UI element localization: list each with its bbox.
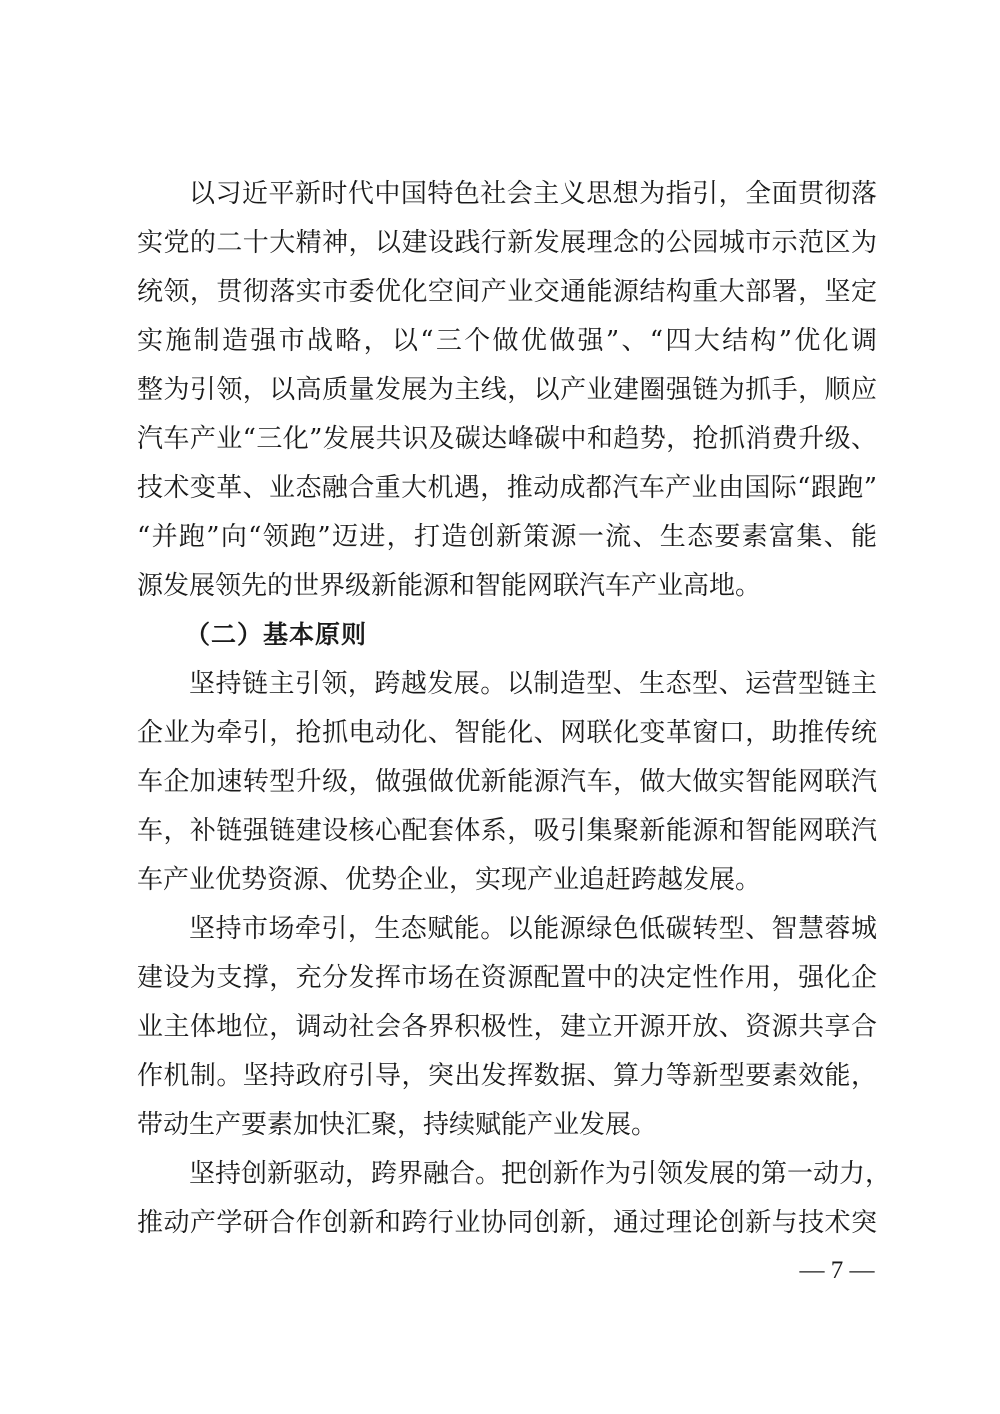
paragraph-line: 整为引领，以高质量发展为主线，以产业建圈强链为抓手，顺应 xyxy=(137,375,877,405)
paragraph-line: 带动生产要素加快汇聚，持续赋能产业发展。 xyxy=(137,1110,658,1140)
paragraph-line: 企业为牵引，抢抓电动化、智能化、网联化变革窗口，助推传统 xyxy=(137,718,877,748)
paragraph-line: 坚持创新驱动，跨界融合。把创新作为引领发展的第一动力， xyxy=(189,1159,892,1189)
page-number: — 7 — xyxy=(799,1257,875,1284)
paragraph-line: 推动产学研合作创新和跨行业协同创新，通过理论创新与技术突 xyxy=(137,1208,877,1238)
paragraph-line: 汽车产业“三化”发展共识及碳达峰碳中和趋势，抢抓消费升级、 xyxy=(137,424,877,454)
paragraph-line: 坚持市场牵引，生态赋能。以能源绿色低碳转型、智慧蓉城 xyxy=(189,914,877,944)
paragraph-line: 源发展领先的世界级新能源和智能网联汽车产业高地。 xyxy=(137,571,762,601)
paragraph-line: 统领，贯彻落实市委优化空间产业交通能源结构重大部署，坚定 xyxy=(137,277,877,307)
paragraph-line: 车企加速转型升级，做强做优新能源汽车，做大做实智能网联汽 xyxy=(137,767,877,797)
section-heading: （二）基本原则 xyxy=(185,620,368,649)
paragraph-line: 建设为支撑，充分发挥市场在资源配置中的决定性作用，强化企 xyxy=(137,963,877,993)
paragraph-line: 坚持链主引领，跨越发展。以制造型、生态型、运营型链主 xyxy=(189,669,877,699)
paragraph-line: 业主体地位，调动社会各界积极性，建立开源开放、资源共享合 xyxy=(137,1012,877,1042)
paragraph-line: 车产业优势资源、优势企业，实现产业追赶跨越发展。 xyxy=(137,865,762,895)
paragraph-line: 车，补链强链建设核心配套体系，吸引集聚新能源和智能网联汽 xyxy=(137,816,877,846)
paragraph-line: “并跑”向“领跑”迈进，打造创新策源一流、生态要素富集、能 xyxy=(137,522,877,552)
paragraph-line: 以习近平新时代中国特色社会主义思想为指引，全面贯彻落 xyxy=(189,179,877,209)
paragraph-line: 实党的二十大精神，以建设践行新发展理念的公园城市示范区为 xyxy=(137,228,877,258)
paragraph-line: 实施制造强市战略，以“三个做优做强”、“四大结构”优化调 xyxy=(137,326,877,356)
paragraph-line: 技术变革、业态融合重大机遇，推动成都汽车产业由国际“跟跑” xyxy=(137,473,877,503)
paragraph-line: 作机制。坚持政府引导，突出发挥数据、算力等新型要素效能， xyxy=(137,1061,877,1091)
